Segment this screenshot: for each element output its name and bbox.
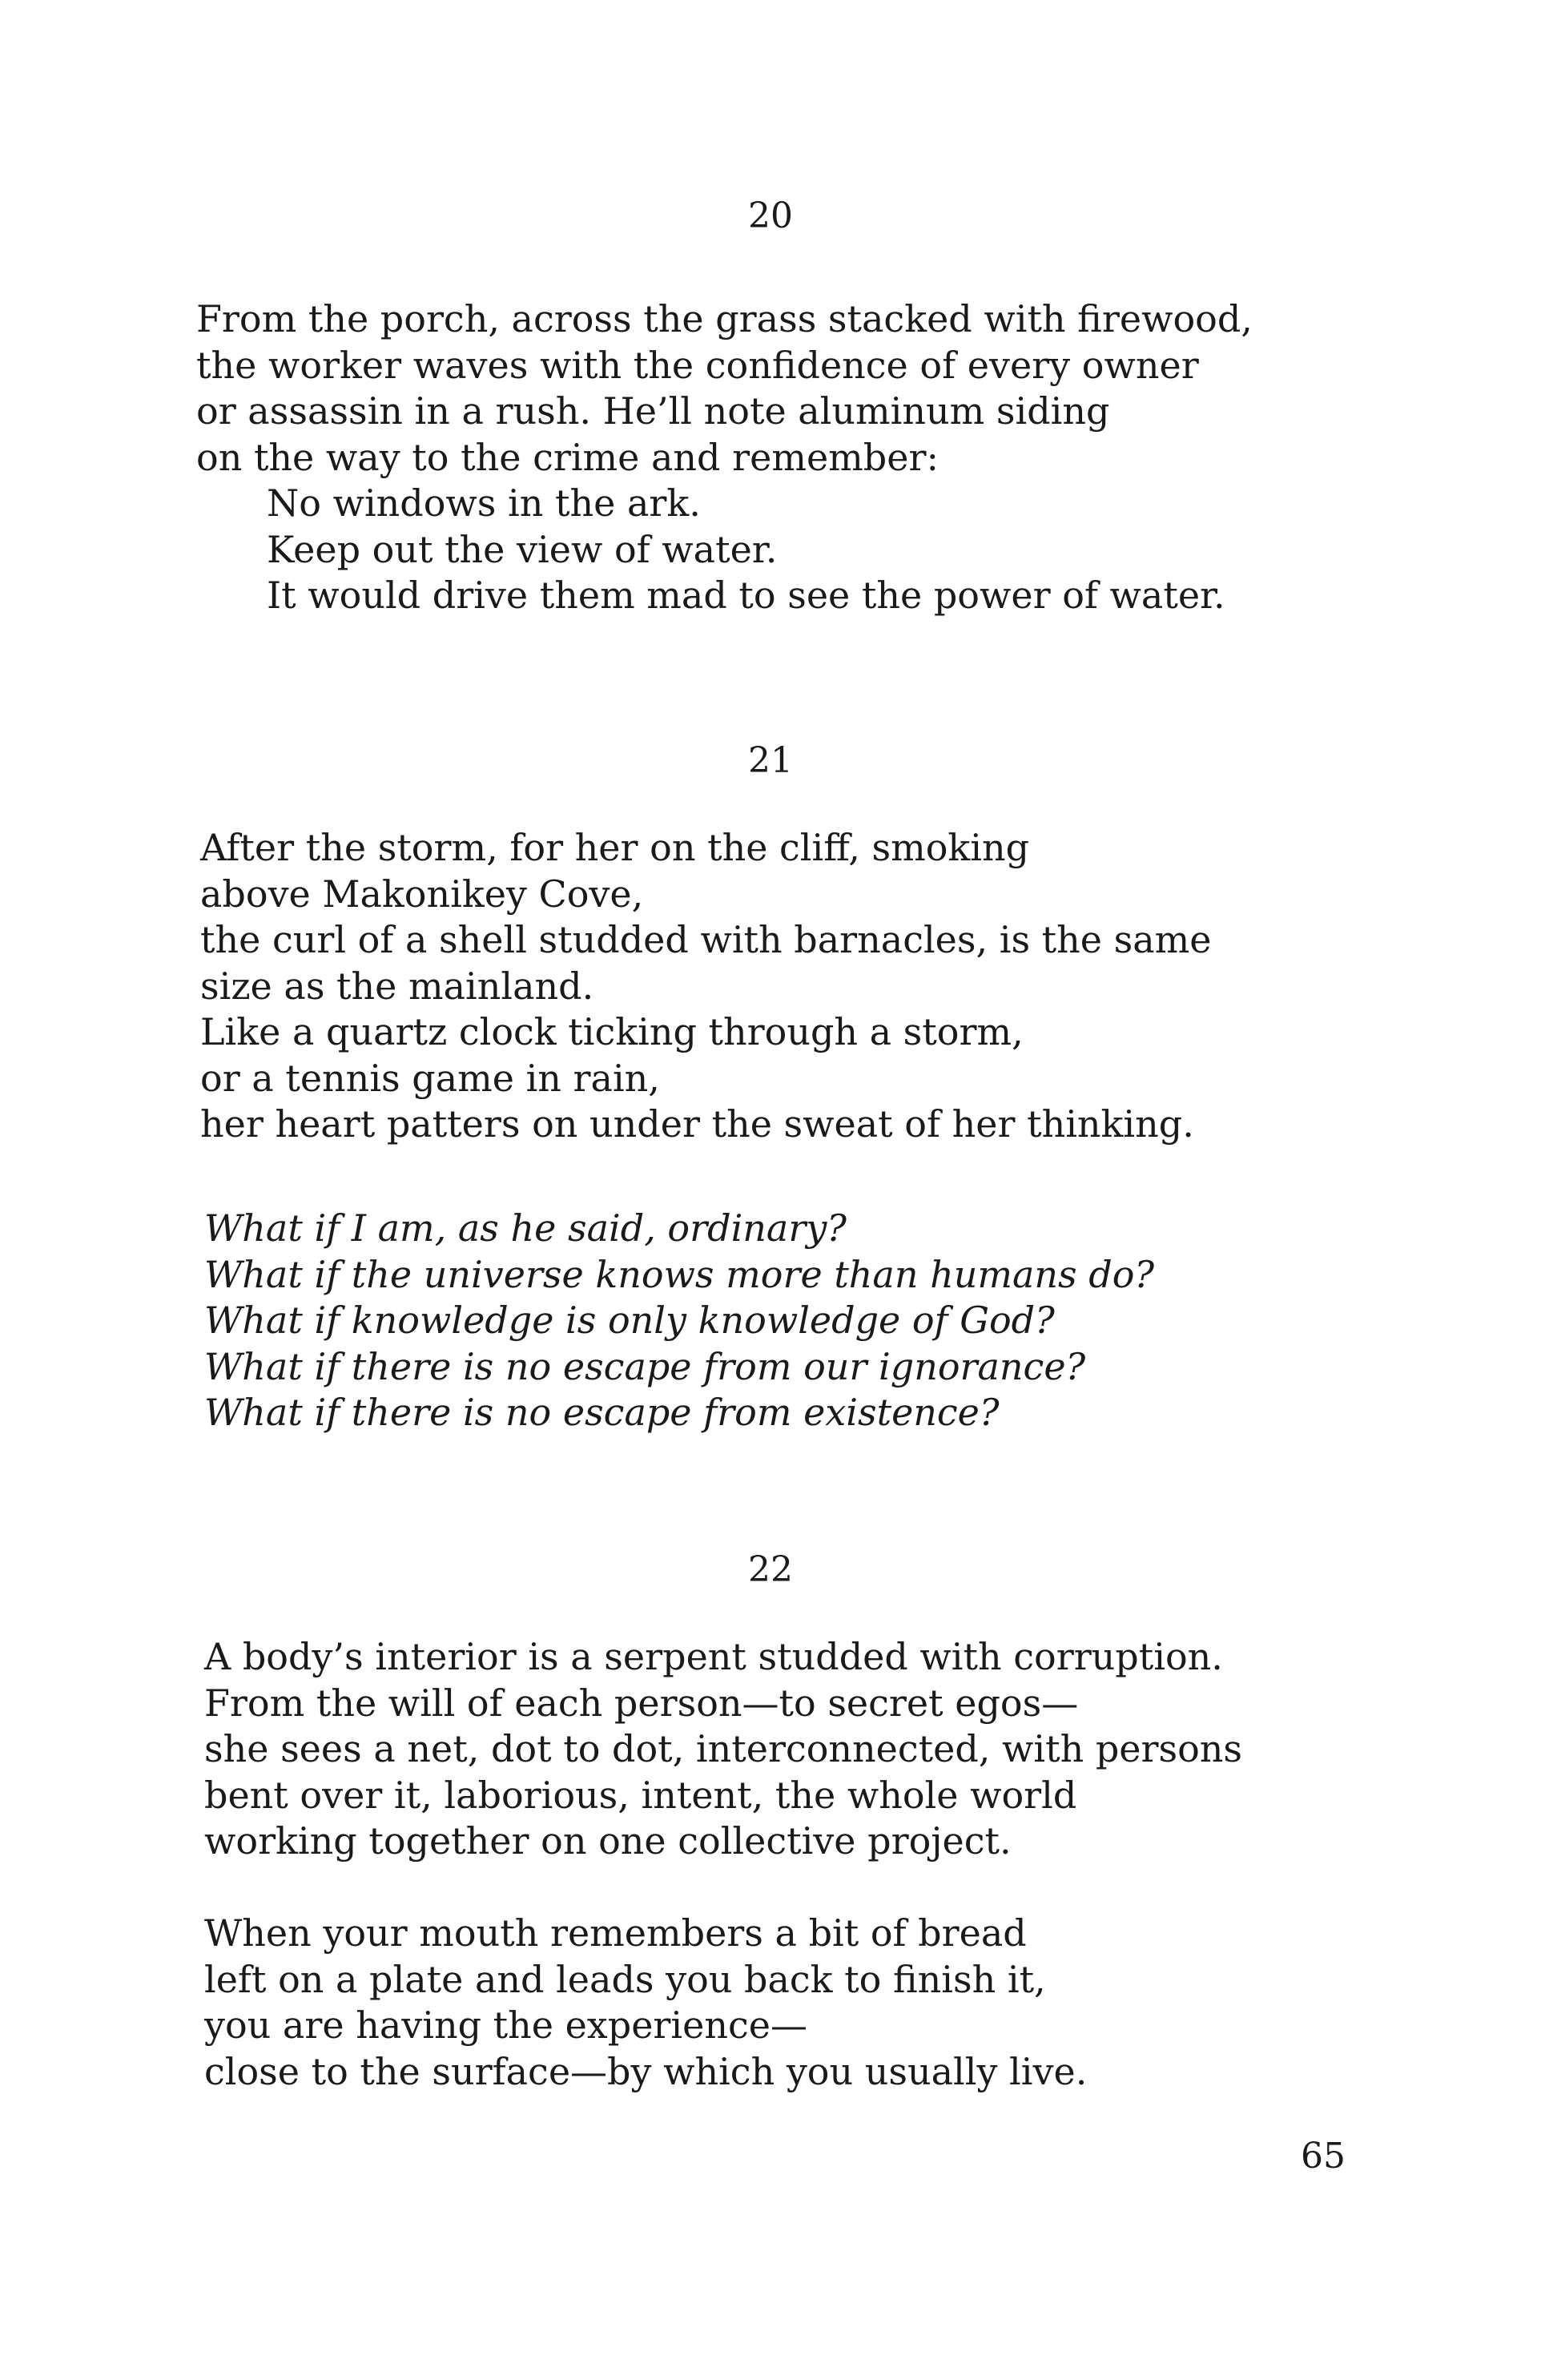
poem-line-italic: What if there is no escape from existence? [204, 1391, 1000, 1434]
poem-line-indented: Keep out the view of water. [267, 527, 778, 571]
poem-line: After the storm, for her on the cliff, smoking [200, 826, 1030, 869]
stanza-21-2-italic [204, 1206, 1154, 1436]
section-number-21: 21 [748, 740, 793, 781]
poem-line: or a tennis game in rain, [200, 1056, 660, 1100]
poem-line-indented: It would drive them mad to see the power of water. [267, 574, 1225, 617]
poem-line: left on a plate and leads you back to finish it, [204, 1957, 1046, 2001]
poem-line: the worker waves with the confidence of every owner [196, 343, 1199, 387]
stanza-20-1 [196, 296, 1253, 619]
poem-line-italic: What if I am, as he said, ordinary? [204, 1206, 847, 1250]
poem-line: close to the surface—by which you usually live. [204, 2049, 1088, 2093]
poem-line: Like a quartz clock ticking through a storm, [200, 1010, 1024, 1053]
poem-line: the curl of a shell studded with barnacles, is the same [200, 918, 1212, 961]
poem-line-indented: No windows in the ark. [267, 481, 701, 525]
poem-line-italic: What if the universe knows more than humans do? [204, 1252, 1155, 1296]
poem-line: size as the mainland. [200, 964, 594, 1008]
poem-line: her heart patters on under the sweat of her thinking. [200, 1102, 1194, 1146]
poem-line-italic: What if knowledge is only knowledge of God? [204, 1299, 1055, 1342]
poem-line: on the way to the crime and remember: [196, 435, 939, 479]
poem-line-italic: What if there is no escape from our ignorance? [204, 1344, 1086, 1388]
section-number-22: 22 [748, 1549, 793, 1590]
stanza-22-2 [204, 1911, 1087, 2095]
stanza-21-1 [200, 825, 1212, 1148]
poem-line: you are having the experience— [204, 2003, 807, 2047]
poem-line: From the porch, across the grass stacked with firewood, [196, 297, 1253, 340]
poem-line: From the will of each person—to secret egos— [204, 1681, 1079, 1725]
section-number-20: 20 [748, 195, 793, 236]
poem-line: A body’s interior is a serpent studded with corruption. [204, 1635, 1223, 1678]
poem-line: above Makonikey Cove, [200, 872, 644, 916]
poem-line: bent over it, laborious, intent, the whole world [204, 1773, 1077, 1817]
poem-line: she sees a net, dot to dot, interconnected, with persons [204, 1727, 1243, 1770]
page-number: 65 [1301, 2136, 1346, 2177]
poem-line: or assassin in a rush. He’ll note aluminum siding [196, 389, 1110, 433]
poem-line: working together on one collective project. [204, 1819, 1012, 1863]
stanza-22-1 [204, 1634, 1242, 1865]
poem-line: When your mouth remembers a bit of bread [204, 1911, 1027, 1955]
